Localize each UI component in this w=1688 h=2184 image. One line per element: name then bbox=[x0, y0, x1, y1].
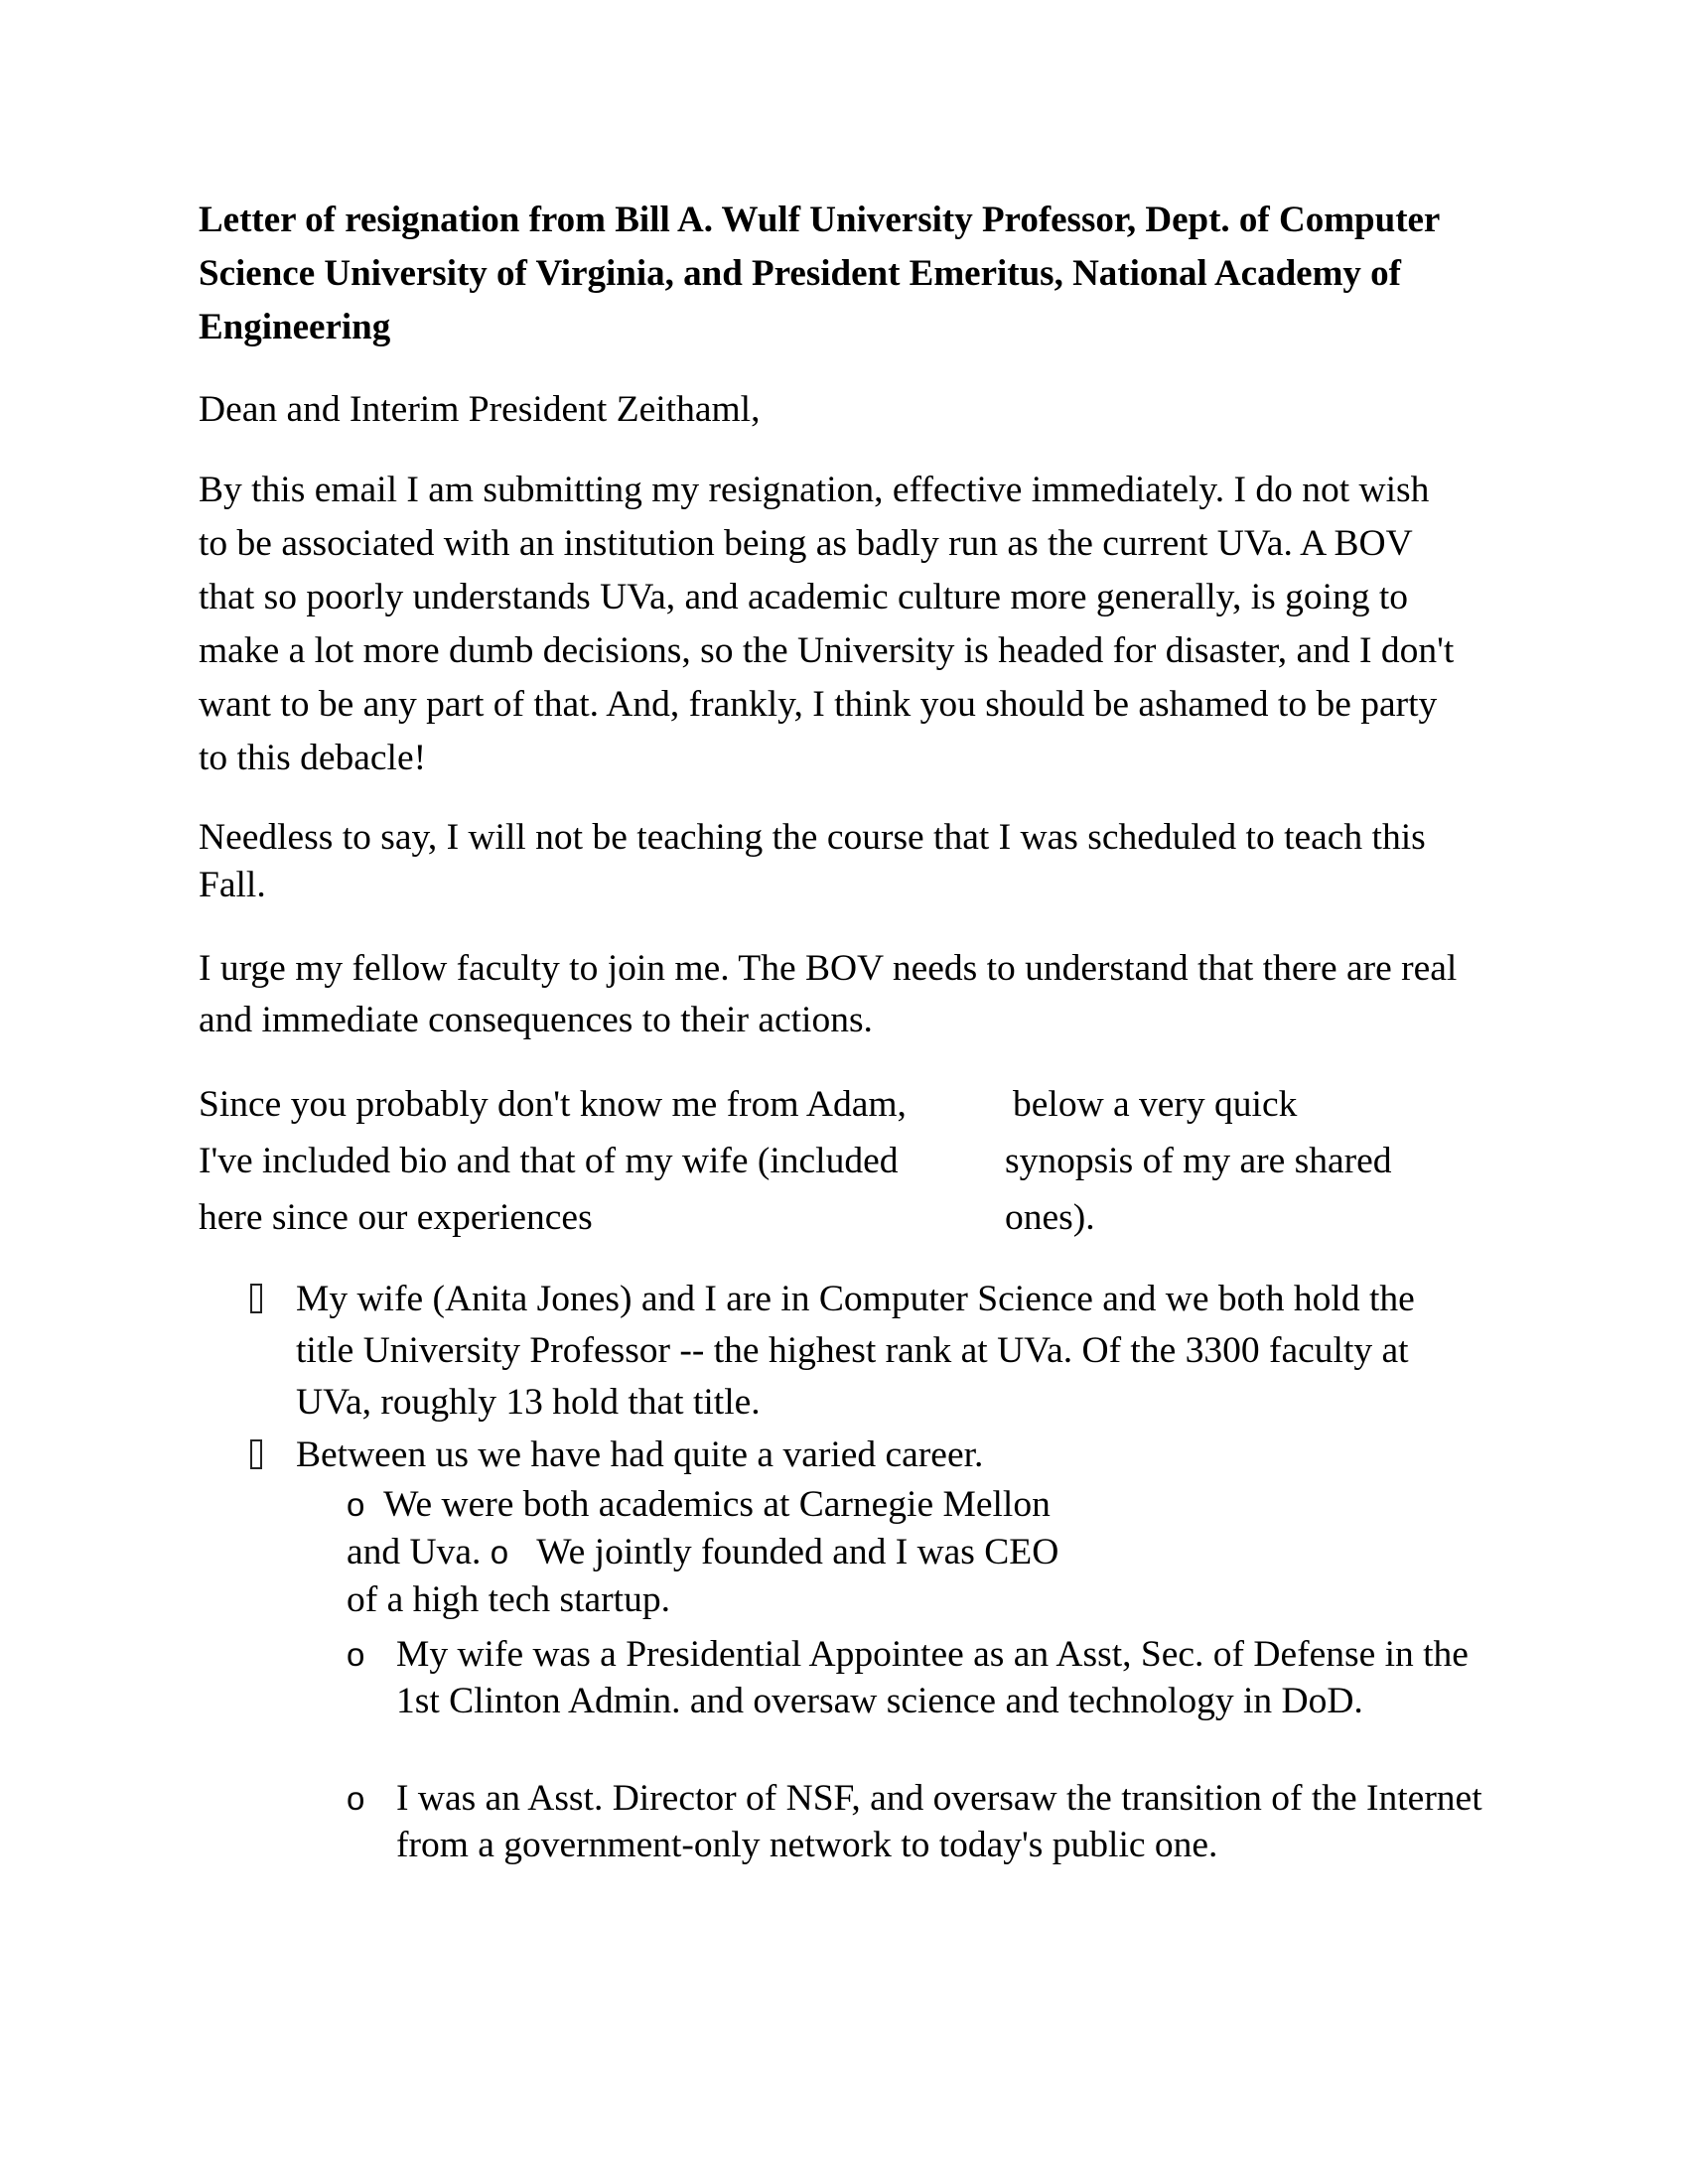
sub-bullet-marker: o bbox=[347, 1486, 365, 1523]
greeting: Dean and Interim President Zeithaml, bbox=[199, 389, 761, 430]
sub-bullet-marker: o bbox=[347, 1636, 365, 1673]
sub-bullet-marker: o bbox=[490, 1534, 509, 1570]
sub-bullet-line bbox=[347, 1529, 1171, 1576]
bullet-icon bbox=[250, 1284, 262, 1313]
bio-intro-right-line: ones). bbox=[1005, 1197, 1095, 1238]
sub-bullet-text: We were both academics at Carnegie Mellon bbox=[383, 1484, 1051, 1525]
bio-intro-left-line: here since our experiences bbox=[199, 1197, 593, 1238]
paragraph-urge-faculty: I urge my fellow faculty to join me. The BOV needs to understand that there are real and immediate consequences to their actions. bbox=[199, 948, 1458, 1040]
sub-bullet-line: of a high tech startup. bbox=[347, 1579, 670, 1620]
bio-intro-left-line: Since you probably don't know me from Adam, bbox=[199, 1084, 907, 1125]
sub-bullet-text: My wife was a Presidential Appointee as an Asst, Sec. of Defense in the 1st Clinton Admin. and oversaw science and technology in DoD. bbox=[396, 1634, 1469, 1721]
sub-bullet-line bbox=[347, 1481, 1171, 1529]
bullet-text: My wife (Anita Jones) and I are in Computer Science and we both hold the title University Professor -- the highest rank at UVa. Of the 3300 faculty at UVa, roughly 13 hold that title. bbox=[296, 1279, 1415, 1423]
bio-intro-left-column bbox=[199, 1076, 993, 1246]
sub-bullet-text: We jointly founded and I was CEO bbox=[536, 1532, 1059, 1572]
sub-bullet-text: and Uva. bbox=[347, 1532, 482, 1572]
sub-bullet-merged-block bbox=[347, 1481, 1171, 1624]
sub-bullet-marker: o bbox=[347, 1780, 365, 1817]
paragraph-course: Needless to say, I will not be teaching the course that I was scheduled to teach this Fall. bbox=[199, 817, 1426, 905]
bio-intro-right-line: below a very quick bbox=[1013, 1084, 1298, 1125]
bio-intro-left-line: I've included bio and that of my wife (included bbox=[199, 1141, 899, 1181]
bio-intro-right-line: synopsis of my are shared bbox=[1005, 1141, 1392, 1181]
bio-intro-right-column bbox=[1005, 1076, 1472, 1246]
letter-title: Letter of resignation from Bill A. Wulf University Professor, Dept. of Computer Science University of Virginia, and President Emeritus, National Academy of Engineering bbox=[199, 200, 1440, 347]
paragraph-resignation: By this email I am submitting my resignation, effective immediately. I do not wish to be associated with an institution being as badly run as the current UVa. A BOV that so poorly understands UVa, and academic culture more generally, is going to make a lot more dumb decisions, so the University is headed for disaster, and I don't want to be any part of that. And, frankly, I think you should be ashamed to be party to this debacle! bbox=[199, 470, 1455, 778]
bullet-text: Between us we have had quite a varied career. bbox=[296, 1434, 984, 1475]
sub-bullet-text: I was an Asst. Director of NSF, and oversaw the transition of the Internet from a government-only network to today's public one. bbox=[396, 1778, 1482, 1865]
bullet-icon bbox=[250, 1439, 262, 1469]
